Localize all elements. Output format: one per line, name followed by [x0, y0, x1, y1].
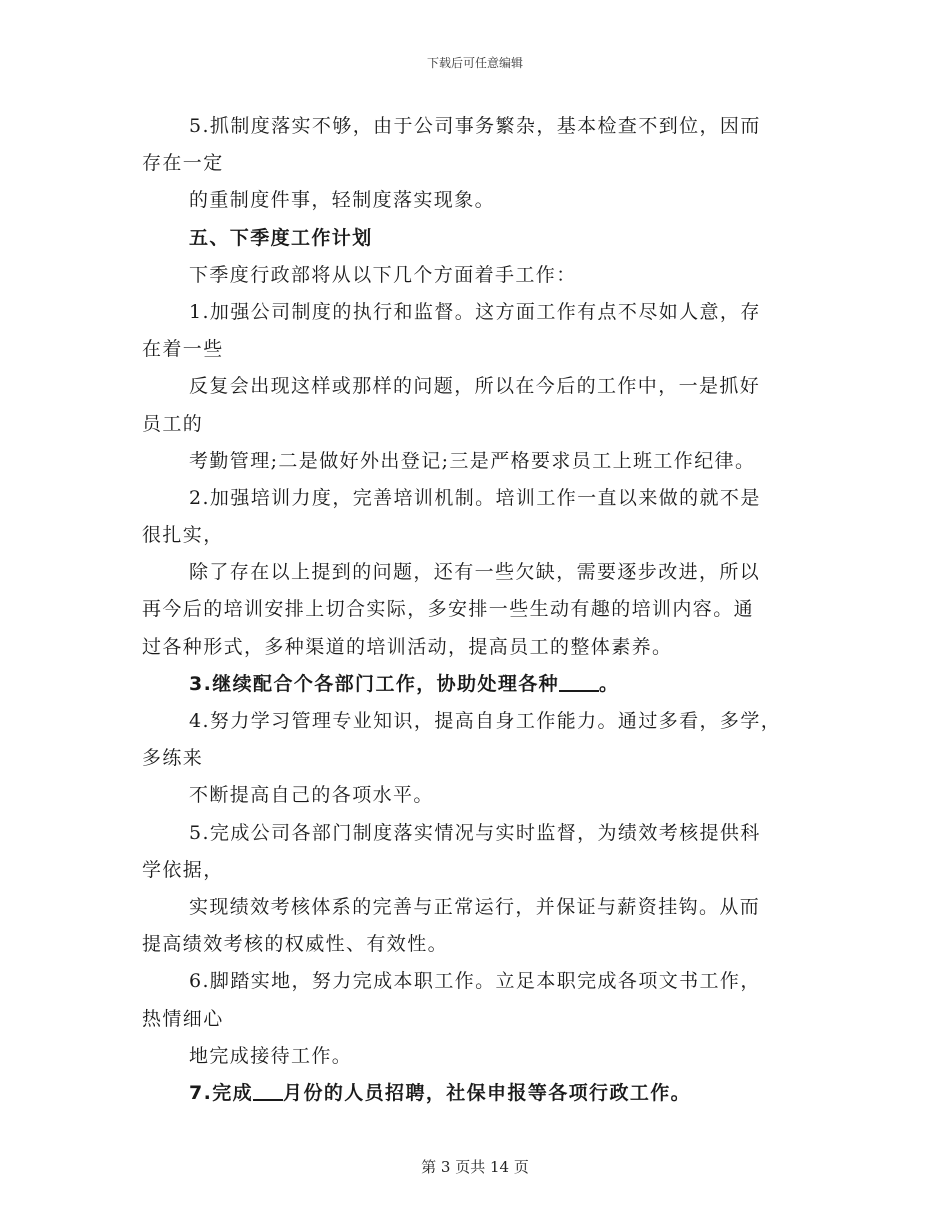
line-text: 考勤管理;二是做好外出登记;三是严格要求员工上班工作纪律。 — [189, 449, 756, 472]
line-text: 学依据， — [142, 858, 224, 881]
line-text: 过各种形式，多种渠道的培训活动，提高员工的整体素养。 — [142, 635, 673, 658]
line-text: 再今后的培训安排上切合实际，多安排一些生动有趣的培训内容。通 — [142, 598, 755, 621]
text-line — [142, 889, 810, 926]
text-line — [142, 926, 810, 963]
line-text: 员工的 — [142, 412, 204, 435]
text-line — [142, 777, 810, 814]
text-line — [142, 740, 810, 777]
line-text: 热情细心 — [142, 1007, 224, 1030]
text-line — [142, 1001, 810, 1038]
line-text: 下季度行政部将从以下几个方面着手工作： — [189, 263, 577, 286]
line-text-continued: 。 — [599, 672, 620, 695]
section-heading-line — [142, 1075, 810, 1112]
line-text: 很扎实， — [142, 524, 224, 547]
text-line — [142, 294, 810, 331]
line-text: 不断提高自己的各项水平。 — [189, 784, 434, 807]
text-line — [142, 1038, 810, 1075]
line-text: 5.完成公司各部门制度落实情况与实时监督，为绩效考核提供科 — [189, 821, 761, 844]
line-text: 除了存在以上提到的问题，还有一些欠缺，需要逐步改进，所以 — [189, 561, 761, 584]
text-line — [142, 257, 810, 294]
page-header: 下载后可任意编辑 — [426, 56, 523, 70]
line-text: 反复会出现这样或那样的问题，所以在今后的工作中，一是抓好 — [189, 375, 761, 398]
line-text-continued: 月份的人员招聘，社保申报等各项行政工作。 — [283, 1081, 692, 1104]
fill-in-blank — [559, 672, 599, 692]
text-line — [142, 145, 810, 182]
line-text: 提高绩效考核的权威性、有效性。 — [142, 933, 449, 956]
section-heading-line — [142, 666, 810, 703]
text-line — [142, 443, 810, 480]
line-text: 1.加强公司制度的执行和监督。这方面工作有点不尽如人意，存 — [189, 300, 761, 323]
line-text: 地完成接待工作。 — [189, 1044, 353, 1067]
text-line — [142, 963, 810, 1000]
line-text: 3.继续配合个各部门工作，协助处理各种 — [189, 672, 560, 695]
text-line — [142, 591, 810, 628]
line-text: 实现绩效考核体系的完善与正常运行，并保证与薪资挂钩。从而 — [189, 895, 761, 918]
text-line — [142, 852, 810, 889]
text-line — [142, 554, 810, 591]
section-heading-line — [142, 220, 810, 257]
line-text: 5.抓制度落实不够，由于公司事务繁杂，基本检查不到位，因而 — [189, 115, 761, 137]
line-text: 的重制度件事，轻制度落实现象。 — [189, 189, 496, 212]
text-line — [142, 703, 810, 740]
line-text: 多练来 — [142, 747, 204, 770]
text-line — [142, 368, 810, 405]
line-text: 6.脚踏实地，努力完成本职工作。立足本职完成各项文书工作， — [189, 970, 761, 993]
fill-in-blank — [253, 1081, 283, 1101]
text-line — [142, 406, 810, 443]
text-line — [142, 815, 810, 852]
text-line — [142, 629, 810, 666]
text-line — [142, 182, 810, 219]
line-text: 4.努力学习管理专业知识，提高自身工作能力。通过多看，多学， — [189, 710, 782, 732]
line-text: 存在一定 — [142, 152, 224, 175]
text-line — [142, 517, 810, 554]
text-line — [142, 331, 810, 368]
line-text: 五、下季度工作计划 — [189, 226, 373, 249]
line-text: 7.完成 — [189, 1081, 254, 1104]
line-text: 2.加强培训力度，完善培训机制。培训工作一直以来做的就不是 — [189, 486, 761, 509]
document-body — [142, 108, 810, 1112]
page-footer: 第 3 页共 14 页 — [421, 1158, 529, 1176]
text-line — [142, 480, 810, 517]
text-line — [142, 108, 810, 145]
line-text: 在着一些 — [142, 338, 224, 361]
